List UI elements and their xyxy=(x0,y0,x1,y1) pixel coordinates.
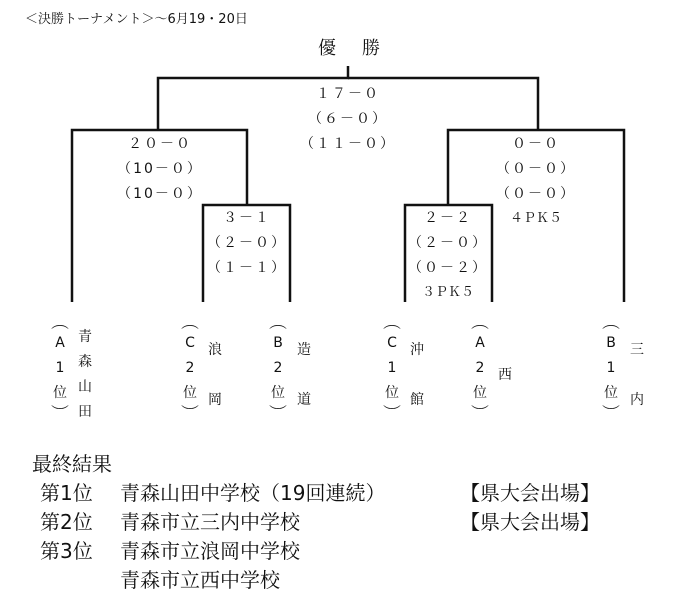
team-2-name: 浪 岡 xyxy=(208,342,222,408)
tournament-caption: ＜決勝トーナメント＞〜6月19・20日 xyxy=(25,12,248,27)
result-row-3 xyxy=(32,537,300,566)
qf-left-score: ３－１ xyxy=(223,210,271,226)
result-row-1 xyxy=(32,479,600,508)
result-school: 青森市立浪岡中学校 xyxy=(120,539,300,563)
result-rank: 第2位 xyxy=(40,510,93,534)
result-school: 青森山田中学校（19回連続） xyxy=(120,481,386,505)
final-score: １７－０ xyxy=(316,86,380,102)
result-school: 青森市立西中学校 xyxy=(120,568,280,592)
qf-right-half1: （２－０） xyxy=(408,235,488,251)
team-4-seed: ︵ C 1 位 ︶ xyxy=(382,317,402,420)
final-half2: （１１－０） xyxy=(300,136,396,152)
champion-label: 優 勝 xyxy=(318,38,384,59)
semi-right-half1: （０－０） xyxy=(496,161,576,177)
result-rank: 第1位 xyxy=(40,481,93,505)
result-school: 青森市立三内中学校 xyxy=(120,510,300,534)
team-3-seed: ︵ B 2 位 ︶ xyxy=(268,317,288,420)
result-row-4 xyxy=(32,566,280,595)
qf-left-half1: （２－０） xyxy=(207,235,287,251)
team-6-seed: ︵ B 1 位 ︶ xyxy=(601,317,621,420)
team-4-name: 沖 館 xyxy=(410,342,424,408)
semi-left-half1: （10－０） xyxy=(117,161,203,177)
team-1-seed: ︵ A 1 位 ︶ xyxy=(50,317,70,420)
qf-right-half2: （０－２） xyxy=(408,260,488,276)
team-2-seed: ︵ C 2 位 ︶ xyxy=(180,317,200,420)
result-rank: 第3位 xyxy=(40,539,93,563)
team-6-name: 三 内 xyxy=(630,342,644,408)
team-1-name: 青 森 山 田 xyxy=(78,329,92,420)
final-results xyxy=(32,450,600,595)
qf-right-score: ２－２ xyxy=(424,210,472,226)
semi-right-pk: ４ＰＫ５ xyxy=(509,211,563,226)
team-5-seed: ︵ A 2 位 ︶ xyxy=(470,317,490,420)
result-row-2 xyxy=(32,508,600,537)
team-5-name: 西 xyxy=(498,367,512,383)
final-half1: （６－０） xyxy=(308,111,388,127)
team-3-name: 造 道 xyxy=(297,342,311,408)
semi-right-score: ０－０ xyxy=(512,136,560,152)
semi-left-score: ２０－０ xyxy=(128,136,192,152)
qf-right-pk: ３ＰＫ５ xyxy=(421,285,475,300)
result-note: 【県大会出場】 xyxy=(460,481,600,505)
result-note: 【県大会出場】 xyxy=(460,510,600,534)
results-heading xyxy=(32,450,112,479)
semi-right-half2: （０－０） xyxy=(496,186,576,202)
qf-left-half2: （１－１） xyxy=(207,260,287,276)
semi-left-half2: （10－０） xyxy=(117,186,203,202)
results-heading-text: 最終結果 xyxy=(32,452,112,476)
